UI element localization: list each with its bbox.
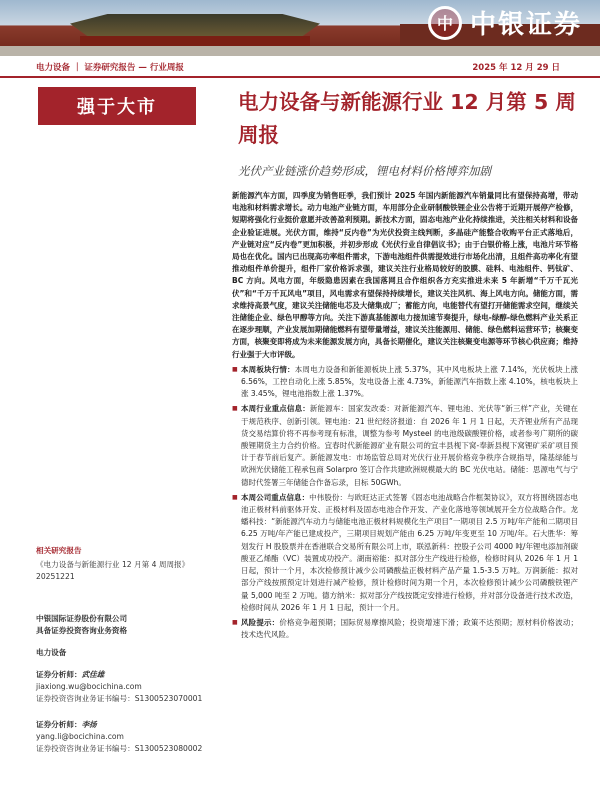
bullet-lead: 风险提示： [241, 617, 280, 627]
bullet-risk [232, 617, 578, 641]
bullet-market [232, 364, 578, 401]
bank-logo-icon: 中 [428, 6, 462, 40]
palace-roof-shape [70, 14, 320, 38]
analyst-email[interactable]: yang.li@bocichina.com [36, 732, 124, 741]
report-date: 2025 年 12 月 29 日 [472, 63, 560, 73]
analyst-label: 证券分析师： [36, 720, 82, 729]
bullet-company-news [232, 492, 578, 614]
related-reports-heading: 相关研究报告 [36, 546, 82, 555]
palace-steps-shape [0, 46, 600, 56]
header-banner-image [0, 0, 600, 56]
bullet-text: 中伟股份：与欧旺达正式签署《固态电池战略合作框架协议》，双方将围绕固态电池正极材料前驱体开发、正极材料及固态电池合作开发、产业化落地等领域展开全方位战略合作。龙蟠科技：“新能源汽车动力与储能电池正极材料规模化生产项目”一期项目 2.5 万吨/年产能和二期项目 6.25 万吨/年产能已建成投产，三期项目规划产能由 6.25 万吨/年变更至 10 万吨/年。石大胜华：筹划发行 H 股股票并在香港联合交易所有限公司上市，联泓新科：控股子公司 4000 吨/年锂电添加剂碳酸亚乙烯酯（VC）装置成功投产。湖南裕能：拟对部分生产线进行检修，检修时间从 2026 年 1 月 1 日起，预计一个月，本次检修预计减少公司磷酸盐正极材料产品产量 1.5-3.5 万吨。万润新能：拟对部分产线按照预定计划进行减产检修，预计检修时间为期一个月，本次检修预计减少公司磷酸铁锂产量 5,000 吨至 2 万吨。德方纳米：拟对部分产线按既定安排进行检修，并对部分设备进行技术改造，检修时间从 2026 年 1 月 1 日起，预计一个月。 [241, 492, 579, 612]
analyst-name: 李扬 [81, 720, 97, 729]
industry-label: 电力设备 [36, 648, 67, 657]
summary-paragraph: 新能源汽车方面，四季度为销售旺季，我们预计 2025 年国内新能源汽车销量同比有望保持高增，带动电池和材料需求增长。动力电池产业链方面，车用部分企业研制酸铁锂企业公告将于近期开展停产检修，短期将强化行业挺价意愿并改善盈利预期。新技术方面，固态电池产业化持续推进，关注相关材料和设备企业验证进展。光伏方面，维持“反内卷”为光伏投资主线判断，多晶硅产能整合收购平台正式落地后，产业链对应“反内卷”更加积极，并初步形成《光伏行业自律倡议书》；由于白银价格上涨，电池片环节格局也在优化。国内已出现高功率组件需求，下游电池组件供需提效进行市场化出清，且组件高功率化有望推动组件单价提升，组件厂家价格诉求强，建议关注行业格局较好的胶膜、硅料、电池组件、钙钛矿、BC 方向。风电方面，年级隐患因素在我国落网且合作组织各方充实推进未来 5 年新增“千万千瓦光伏”和“千万千瓦风电”项目，风电需求有望保持持续增长，建议关注风机、海上风电方向。储能方面，需求维持高景气度，建议关注储能电芯及大储集成厂；蓄能方向，电能替代有望打开储能需求空间，继续关注储能企业、绿色甲醇等方向。关注下游真基能源电力接加速节奏提升，绿电-绿醇-绿色燃料产业关系正在逐步理顺，产业发展加期储能燃料有望带量增益，建议关注能源用、储能、绿色燃料运营环节；核聚变方面，核聚变即将成为未来能源发展方向，具备长期催化，建议关注核聚变电源等环节核心供应商；维持行业强于大市评级。 [232, 191, 578, 359]
report-title: 电力设备与新能源行业 12 月第 5 周周报 [238, 90, 576, 147]
related-report-link[interactable]: 《电力设备与新能源行业 12 月第 4 周周报》20251221 [36, 560, 190, 581]
report-category: 电力设备 ｜ 证券研究报告 — 行业周报 [36, 63, 184, 73]
brand-logo [428, 4, 582, 41]
sidebar [36, 545, 226, 755]
bullet-text: 价格竞争超预期；国际贸易摩擦风险；投资增速下滑；政策不达预期；原材料价格波动；技术迭代风险。 [241, 617, 579, 640]
bullet-text: 本周电力设备和新能源板块上涨 5.37%，其中风电板块上涨 7.14%，光伏板块上涨 6.56%，工控自动化上涨 5.85%，发电设备上涨 4.73%，新能源汽车指数上涨 4.10%，核电板块上涨 3.45%，锂电池指数上涨 1.37%。 [241, 364, 579, 399]
analyst-2 [36, 719, 226, 755]
analyst-label: 证券分析师： [36, 670, 82, 679]
analyst-cert: 证券投资咨询业务证书编号：S1300523070001 [36, 694, 203, 703]
bullet-lead: 本周板块行情： [241, 364, 295, 374]
bullet-lead: 本周行业重点信息： [241, 404, 310, 414]
bullet-text: 新能源车：国家发改委：对新能源汽车、锂电池、光伏等“新三样”产业，关键在于规范秩序、创新引领。锂电池：21 世纪经济报道：自 2026 年 1 月 1 日起，天齐锂业所有产品现货交易结算价将不再参考现有标准，调整为参考 Mysteel 的电池级碳酸锂价格，或者参考广期所的碳酸锂期货主力合约价格。宜春时代新能源矿业有限公司的宜丰县枧下窝-奉新县枧下窝锂矿采矿项目预计于春节前后复产。新能源发电：市场监管总局对光伏行业开展价格竞争秩序合规指导，隆基绿能与欧洲光伏储能工程承包商 Solarpro 签订合作共建欧洲规模最大的 BC 光伏电站。储能：思源电气与宁德时代签署三年储能合作备忘录，目标 50GWh。 [241, 404, 578, 487]
bullet-lead: 本周公司重点信息： [241, 492, 310, 502]
org-qualification: 具备证券投资咨询业务资格 [36, 626, 128, 635]
analyst-1 [36, 669, 226, 705]
brand-name: 中银证券 [469, 10, 582, 40]
analyst-name: 武佳雄 [81, 670, 105, 679]
analyst-email[interactable]: jiaxiong.wu@bocichina.com [36, 682, 142, 691]
org-name: 中银国际证券股份有限公司 [36, 614, 128, 623]
rating-badge: 强于大市 [38, 87, 196, 125]
report-meta-bar [0, 58, 600, 78]
report-body [232, 190, 578, 641]
bullet-industry-news [232, 403, 578, 488]
report-subtitle: 光伏产业链涨价趋势形成，锂电材料价格博弈加剧 [238, 164, 491, 178]
analyst-cert: 证券投资咨询业务证书编号：S1300523080002 [36, 744, 203, 753]
